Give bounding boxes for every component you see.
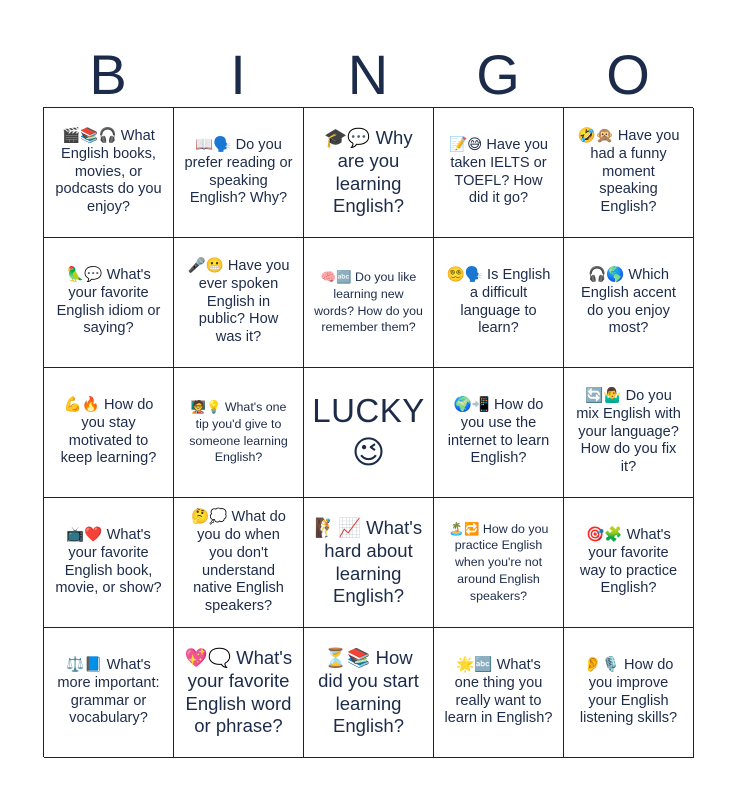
bingo-cell[interactable] — [434, 498, 564, 628]
cell-text: 🤔💭 What do you do when you don't understand native English speakers? — [191, 509, 286, 615]
header-letter-g: G — [476, 43, 520, 106]
bingo-cell[interactable] — [44, 498, 174, 628]
bingo-cell[interactable] — [174, 628, 304, 758]
free-space-cell[interactable] — [304, 368, 434, 498]
cell-text: 📖🗣️ Do you prefer reading or speaking English? Why? — [184, 136, 293, 207]
cell-text: 🎬📚🎧 What English books, movies, or podcasts do you enjoy? — [55, 128, 162, 216]
cell-text: 💖🗨️ What's your favorite English word or phrase? — [184, 647, 293, 737]
cell-text: 🎤😬 Have you ever spoken English in public? How was it? — [187, 258, 290, 346]
header-letter-n: N — [347, 43, 389, 106]
bingo-cell[interactable] — [304, 498, 434, 628]
cell-text: 🧠🔤 Do you like learning new words? How do you remember them? — [314, 270, 423, 335]
bingo-cell[interactable] — [434, 238, 564, 368]
bingo-cell[interactable] — [434, 628, 564, 758]
cell-text: 🦜💬 What's your favorite English idiom or saying? — [56, 266, 161, 337]
bingo-cell[interactable] — [304, 108, 434, 238]
cell-text: ⏳📚 How did you start learning English? — [318, 647, 419, 737]
free-space-label: LUCKY — [312, 391, 425, 429]
bingo-cell[interactable] — [44, 628, 174, 758]
bingo-cell[interactable] — [174, 108, 304, 238]
cell-text: 🔄🤷‍♂️ Do you mix English with your language? How do you fix it? — [576, 388, 681, 476]
bingo-cell[interactable] — [564, 238, 694, 368]
cell-text: 💪🔥 How do you stay motivated to keep learning? — [60, 396, 157, 467]
cell-text: 🏝️🔁 How do you practice English when you're not around English speakers? — [448, 521, 549, 603]
bingo-cell[interactable] — [564, 368, 694, 498]
bingo-cell[interactable] — [304, 238, 434, 368]
bingo-header — [43, 44, 693, 106]
bingo-cell[interactable] — [174, 368, 304, 498]
bingo-cell[interactable] — [434, 368, 564, 498]
cell-text: 🎓💬 Why are you learning English? — [324, 127, 413, 217]
bingo-cell[interactable] — [564, 498, 694, 628]
bingo-cell[interactable] — [174, 238, 304, 368]
bingo-cell[interactable] — [44, 238, 174, 368]
cell-text: 🧗📈 What's hard about learning English? — [314, 517, 423, 607]
header-letter-i: I — [230, 43, 246, 106]
bingo-cell[interactable] — [564, 108, 694, 238]
bingo-cell[interactable] — [174, 498, 304, 628]
cell-text: 📺❤️ What's your favorite English book, movie, or show? — [55, 526, 162, 597]
cell-text: 👂🎙️ How do you improve your English listening skills? — [579, 656, 678, 727]
header-letter-o: O — [606, 43, 650, 106]
cell-text: 🎧🌎 Which English accent do you enjoy most? — [581, 266, 676, 337]
bingo-cell[interactable] — [44, 108, 174, 238]
header-letter-b: B — [89, 43, 127, 106]
bingo-cell[interactable] — [304, 628, 434, 758]
cell-text: ⚖️📘 What's more important: grammar or vocabulary? — [57, 656, 160, 727]
bingo-cell[interactable] — [44, 368, 174, 498]
cell-text: 🌍📲 How do you use the internet to learn English? — [447, 396, 550, 467]
bingo-cell[interactable] — [564, 628, 694, 758]
cell-text: 🤣🙊 Have you had a funny moment speaking English? — [577, 128, 680, 216]
cell-text: 🎯🧩 What's your favorite way to practice English? — [579, 526, 678, 597]
bingo-cell[interactable] — [434, 108, 564, 238]
wink-emoji-icon: 😉 — [351, 433, 386, 470]
cell-text: 😵‍💫🗣️ Is English a difficult language to learn? — [446, 266, 551, 337]
bingo-board — [43, 107, 693, 757]
cell-text: 📝😅 Have you taken IELTS or TOEFL? How did it go? — [448, 136, 549, 207]
cell-text: 🧑‍🏫💡 What's one tip you'd give to someone learning English? — [189, 400, 288, 465]
cell-text: 🌟🔤 What's one thing you really want to learn in English? — [444, 656, 553, 727]
